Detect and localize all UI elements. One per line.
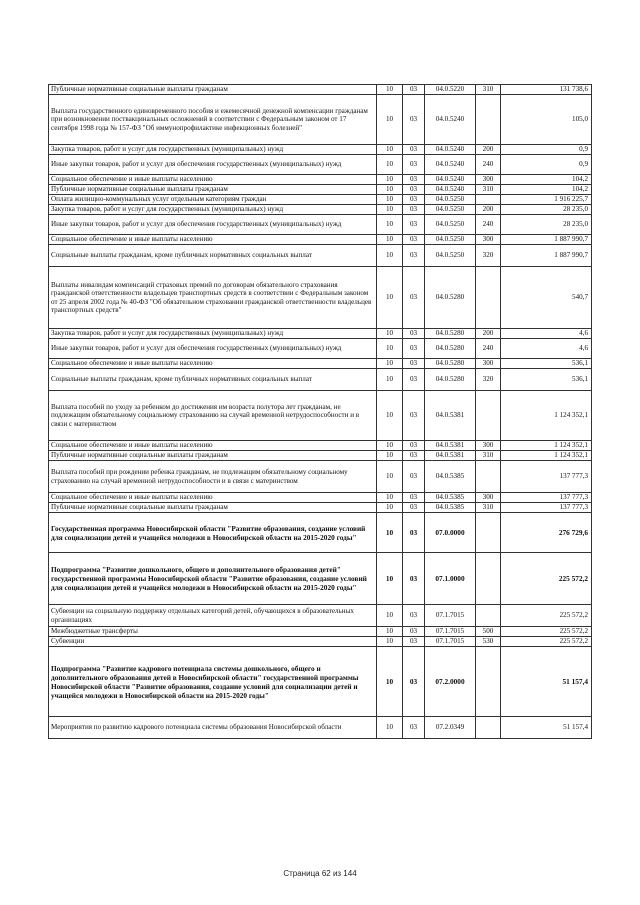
row-name-cell: Иные закупки товаров, работ и услуг для обеспечения государственных (муниципальных) нужд — [49, 155, 377, 175]
row-expense-type-cell: 320 — [476, 369, 501, 391]
row-target-article-cell: 04.0.5385 — [425, 503, 476, 513]
row-target-article-cell: 07.1.7015 — [425, 605, 476, 627]
row-expense-type-cell: 310 — [476, 185, 501, 195]
row-expense-type-cell — [476, 195, 501, 205]
row-amount-cell: 1 124 352,1 — [501, 451, 592, 461]
row-subsection-cell: 03 — [403, 175, 425, 185]
row-name-cell: Публичные нормативные социальные выплаты гражданам — [49, 85, 377, 95]
row-expense-type-cell — [476, 605, 501, 627]
row-target-article-cell: 07.1.7015 — [425, 637, 476, 647]
row-section-cell: 10 — [377, 339, 403, 359]
row-amount-cell: 225 572,2 — [501, 553, 592, 605]
row-target-article-cell: 04.0.5250 — [425, 195, 476, 205]
row-expense-type-cell: 240 — [476, 155, 501, 175]
row-amount-cell: 225 572,2 — [501, 605, 592, 627]
table-row — [49, 145, 592, 155]
row-subsection-cell: 03 — [403, 245, 425, 267]
row-section-cell: 10 — [377, 503, 403, 513]
row-name-cell: Субвенции — [49, 637, 377, 647]
row-subsection-cell: 03 — [403, 215, 425, 235]
table-row — [49, 503, 592, 513]
row-expense-type-cell: 300 — [476, 359, 501, 369]
table-row — [49, 215, 592, 235]
row-name-cell: Государственная программа Новосибирской области "Развитие образования, создание условий для социализации детей и учащейся молодежи в Новосибирской области на 2015-2020 годы" — [49, 513, 377, 553]
row-name-cell: Закупка товаров, работ и услуг для государственных (муниципальных) нужд — [49, 145, 377, 155]
row-subsection-cell: 03 — [403, 503, 425, 513]
row-section-cell: 10 — [377, 175, 403, 185]
row-subsection-cell: 03 — [403, 605, 425, 627]
row-section-cell: 10 — [377, 215, 403, 235]
row-amount-cell: 131 738,6 — [501, 85, 592, 95]
row-name-cell: Выплаты инвалидам компенсаций страховых премий по договорам обязательного страхования гражданской ответственности владельцев транспортных средств в соответствии с Федеральным законом от 25 апреля 2002 года № 40-ФЗ "Об обязательном страховании гражданской ответственности владельцев транспортных средств" — [49, 267, 377, 329]
row-subsection-cell: 03 — [403, 195, 425, 205]
row-subsection-cell: 03 — [403, 717, 425, 739]
row-name-cell: Выплата государственного единовременного пособия и ежемесячной денежной компенсации гражданам при возникновении поствакцинальных осложнений в соответствии с Федеральным законом от 17 сентября 1998 года № 157-ФЗ "Об иммунопрофилактике инфекционных болезней" — [49, 95, 377, 145]
row-name-cell: Мероприятия по развитию кадрового потенциала системы образования Новосибирской области — [49, 717, 377, 739]
row-amount-cell: 536,1 — [501, 359, 592, 369]
row-expense-type-cell: 320 — [476, 245, 501, 267]
row-expense-type-cell: 300 — [476, 493, 501, 503]
row-expense-type-cell — [476, 95, 501, 145]
row-target-article-cell: 04.0.5250 — [425, 245, 476, 267]
row-amount-cell: 137 777,3 — [501, 461, 592, 493]
table-row — [49, 513, 592, 553]
table-row — [49, 391, 592, 441]
row-expense-type-cell — [476, 513, 501, 553]
row-subsection-cell: 03 — [403, 627, 425, 637]
row-expense-type-cell: 310 — [476, 503, 501, 513]
row-target-article-cell: 04.0.5250 — [425, 205, 476, 215]
row-subsection-cell: 03 — [403, 95, 425, 145]
table-row — [49, 451, 592, 461]
table-row — [49, 195, 592, 205]
row-name-cell: Публичные нормативные социальные выплаты гражданам — [49, 503, 377, 513]
row-target-article-cell: 04.0.5250 — [425, 215, 476, 235]
row-section-cell: 10 — [377, 369, 403, 391]
row-amount-cell: 28 235,0 — [501, 205, 592, 215]
row-amount-cell: 51 157,4 — [501, 647, 592, 717]
row-section-cell: 10 — [377, 717, 403, 739]
table-row — [49, 235, 592, 245]
table-row — [49, 461, 592, 493]
row-section-cell: 10 — [377, 245, 403, 267]
table-row — [49, 245, 592, 267]
row-subsection-cell: 03 — [403, 339, 425, 359]
row-amount-cell: 1 887 990,7 — [501, 235, 592, 245]
row-target-article-cell: 04.0.5240 — [425, 185, 476, 195]
row-target-article-cell: 07.0.0000 — [425, 513, 476, 553]
row-subsection-cell: 03 — [403, 461, 425, 493]
row-subsection-cell: 03 — [403, 359, 425, 369]
row-expense-type-cell: 500 — [476, 627, 501, 637]
row-section-cell: 10 — [377, 637, 403, 647]
row-target-article-cell: 04.0.5385 — [425, 461, 476, 493]
table-row — [49, 717, 592, 739]
row-amount-cell: 1 124 352,1 — [501, 391, 592, 441]
row-name-cell: Социальное обеспечение и иные выплаты населению — [49, 175, 377, 185]
row-expense-type-cell: 310 — [476, 85, 501, 95]
row-expense-type-cell: 200 — [476, 329, 501, 339]
row-expense-type-cell: 530 — [476, 637, 501, 647]
table-row — [49, 339, 592, 359]
row-expense-type-cell — [476, 391, 501, 441]
row-section-cell: 10 — [377, 359, 403, 369]
row-name-cell: Оплата жилищно-коммунальных услуг отдельным категориям граждан — [49, 195, 377, 205]
row-name-cell: Публичные нормативные социальные выплаты гражданам — [49, 451, 377, 461]
row-amount-cell: 4,6 — [501, 339, 592, 359]
row-subsection-cell: 03 — [403, 205, 425, 215]
row-subsection-cell: 03 — [403, 85, 425, 95]
row-amount-cell: 0,9 — [501, 145, 592, 155]
table-row — [49, 155, 592, 175]
table-row — [49, 627, 592, 637]
table-row — [49, 175, 592, 185]
table-row — [49, 493, 592, 503]
row-name-cell: Подпрограмма "Развитие дошкольного, общего и дополнительного образования детей" государственной программы Новосибирской области "Развитие образования, создание условий для социализации детей и учащейся молодежи в Новосибирской области на 2015-2020 годы" — [49, 553, 377, 605]
row-target-article-cell: 04.0.5280 — [425, 339, 476, 359]
row-name-cell: Субвенции на социальную поддержку отдельных категорий детей, обучающихся в образовательных организациях — [49, 605, 377, 627]
row-name-cell: Межбюджетные трансферты — [49, 627, 377, 637]
row-target-article-cell: 04.0.5240 — [425, 95, 476, 145]
row-subsection-cell: 03 — [403, 513, 425, 553]
row-target-article-cell: 04.0.5381 — [425, 391, 476, 441]
row-amount-cell: 536,1 — [501, 369, 592, 391]
row-expense-type-cell: 310 — [476, 451, 501, 461]
row-section-cell: 10 — [377, 185, 403, 195]
row-amount-cell: 540,7 — [501, 267, 592, 329]
row-expense-type-cell: 300 — [476, 175, 501, 185]
row-expense-type-cell — [476, 717, 501, 739]
row-name-cell: Социальные выплаты гражданам, кроме публичных нормативных социальных выплат — [49, 369, 377, 391]
row-subsection-cell: 03 — [403, 235, 425, 245]
table-row — [49, 329, 592, 339]
row-expense-type-cell: 240 — [476, 339, 501, 359]
row-subsection-cell: 03 — [403, 391, 425, 441]
page-number: Страница 62 из 144 — [283, 869, 357, 878]
row-amount-cell: 1 916 225,7 — [501, 195, 592, 205]
row-subsection-cell: 03 — [403, 155, 425, 175]
table-row — [49, 85, 592, 95]
row-section-cell: 10 — [377, 493, 403, 503]
row-amount-cell: 276 729,6 — [501, 513, 592, 553]
row-amount-cell: 137 777,3 — [501, 503, 592, 513]
row-target-article-cell: 07.2.0349 — [425, 717, 476, 739]
budget-table-body — [49, 85, 592, 739]
row-section-cell: 10 — [377, 441, 403, 451]
row-target-article-cell: 07.2.0000 — [425, 647, 476, 717]
table-row — [49, 205, 592, 215]
row-section-cell: 10 — [377, 267, 403, 329]
row-amount-cell: 104,2 — [501, 185, 592, 195]
row-target-article-cell: 04.0.5280 — [425, 359, 476, 369]
table-row — [49, 441, 592, 451]
row-amount-cell: 1 124 352,1 — [501, 441, 592, 451]
row-target-article-cell: 07.1.0000 — [425, 553, 476, 605]
row-amount-cell: 28 235,0 — [501, 215, 592, 235]
row-name-cell: Иные закупки товаров, работ и услуг для обеспечения государственных (муниципальных) нужд — [49, 339, 377, 359]
row-section-cell: 10 — [377, 85, 403, 95]
row-subsection-cell: 03 — [403, 451, 425, 461]
row-expense-type-cell: 240 — [476, 215, 501, 235]
table-row — [49, 637, 592, 647]
row-name-cell: Социальное обеспечение и иные выплаты населению — [49, 493, 377, 503]
row-section-cell: 10 — [377, 329, 403, 339]
row-amount-cell: 225 572,2 — [501, 637, 592, 647]
row-subsection-cell: 03 — [403, 493, 425, 503]
row-target-article-cell: 04.0.5280 — [425, 369, 476, 391]
row-subsection-cell: 03 — [403, 369, 425, 391]
row-target-article-cell: 04.0.5381 — [425, 441, 476, 451]
table-row — [49, 267, 592, 329]
table-row — [49, 369, 592, 391]
row-subsection-cell: 03 — [403, 185, 425, 195]
row-subsection-cell: 03 — [403, 441, 425, 451]
row-target-article-cell: 04.0.5280 — [425, 267, 476, 329]
row-name-cell: Социальные выплаты гражданам, кроме публичных нормативных социальных выплат — [49, 245, 377, 267]
row-target-article-cell: 04.0.5240 — [425, 175, 476, 185]
row-amount-cell: 51 157,4 — [501, 717, 592, 739]
row-amount-cell: 104,2 — [501, 175, 592, 185]
row-section-cell: 10 — [377, 145, 403, 155]
row-subsection-cell: 03 — [403, 637, 425, 647]
row-name-cell: Социальное обеспечение и иные выплаты населению — [49, 441, 377, 451]
table-row — [49, 647, 592, 717]
row-expense-type-cell: 300 — [476, 441, 501, 451]
row-name-cell: Закупка товаров, работ и услуг для государственных (муниципальных) нужд — [49, 329, 377, 339]
row-section-cell: 10 — [377, 627, 403, 637]
row-expense-type-cell — [476, 267, 501, 329]
row-section-cell: 10 — [377, 513, 403, 553]
row-name-cell: Закупка товаров, работ и услуг для государственных (муниципальных) нужд — [49, 205, 377, 215]
row-amount-cell: 105,0 — [501, 95, 592, 145]
row-expense-type-cell — [476, 553, 501, 605]
table-row — [49, 185, 592, 195]
row-section-cell: 10 — [377, 647, 403, 717]
row-section-cell: 10 — [377, 461, 403, 493]
row-target-article-cell: 04.0.5280 — [425, 329, 476, 339]
row-section-cell: 10 — [377, 95, 403, 145]
table-row — [49, 605, 592, 627]
row-target-article-cell: 04.0.5385 — [425, 493, 476, 503]
row-subsection-cell: 03 — [403, 329, 425, 339]
row-name-cell: Публичные нормативные социальные выплаты гражданам — [49, 185, 377, 195]
row-expense-type-cell: 200 — [476, 145, 501, 155]
row-target-article-cell: 04.0.5250 — [425, 235, 476, 245]
row-expense-type-cell — [476, 461, 501, 493]
budget-table — [48, 84, 592, 739]
row-section-cell: 10 — [377, 553, 403, 605]
row-amount-cell: 4,6 — [501, 329, 592, 339]
row-section-cell: 10 — [377, 391, 403, 441]
row-amount-cell: 137 777,3 — [501, 493, 592, 503]
row-section-cell: 10 — [377, 451, 403, 461]
row-expense-type-cell — [476, 647, 501, 717]
row-amount-cell: 225 572,2 — [501, 627, 592, 637]
row-subsection-cell: 03 — [403, 647, 425, 717]
row-name-cell: Социальное обеспечение и иные выплаты населению — [49, 359, 377, 369]
table-row — [49, 359, 592, 369]
row-name-cell: Иные закупки товаров, работ и услуг для обеспечения государственных (муниципальных) нужд — [49, 215, 377, 235]
row-target-article-cell: 04.0.5220 — [425, 85, 476, 95]
row-amount-cell: 1 887 990,7 — [501, 245, 592, 267]
row-section-cell: 10 — [377, 205, 403, 215]
row-subsection-cell: 03 — [403, 145, 425, 155]
row-target-article-cell: 07.1.7015 — [425, 627, 476, 637]
row-section-cell: 10 — [377, 195, 403, 205]
row-name-cell: Социальное обеспечение и иные выплаты населению — [49, 235, 377, 245]
table-row — [49, 553, 592, 605]
row-target-article-cell: 04.0.5240 — [425, 155, 476, 175]
row-section-cell: 10 — [377, 155, 403, 175]
row-amount-cell: 0,9 — [501, 155, 592, 175]
row-target-article-cell: 04.0.5381 — [425, 451, 476, 461]
row-name-cell: Подпрограмма "Развитие кадрового потенциала системы дошкольного, общего и дополнительного образования детей в Новосибирской области" государственной программы Новосибирской области "Развитие образования, создание условий для социализации детей и учащейся молодежи в Новосибирской области на 2015-2020 годы" — [49, 647, 377, 717]
row-name-cell: Выплата пособий при рождении ребенка гражданам, не подлежащим обязательному социальному страхованию на случай временной нетрудоспособности и в связи с материнством — [49, 461, 377, 493]
row-subsection-cell: 03 — [403, 553, 425, 605]
row-expense-type-cell: 200 — [476, 205, 501, 215]
row-section-cell: 10 — [377, 235, 403, 245]
row-name-cell: Выплата пособий по уходу за ребенком до достижения им возраста полутора лет гражданам, не подлежащим обязательному социальному страхованию на случай временной нетрудоспособности и в связи с материнством — [49, 391, 377, 441]
row-subsection-cell: 03 — [403, 267, 425, 329]
row-expense-type-cell: 300 — [476, 235, 501, 245]
table-row — [49, 95, 592, 145]
row-target-article-cell: 04.0.5240 — [425, 145, 476, 155]
row-section-cell: 10 — [377, 605, 403, 627]
